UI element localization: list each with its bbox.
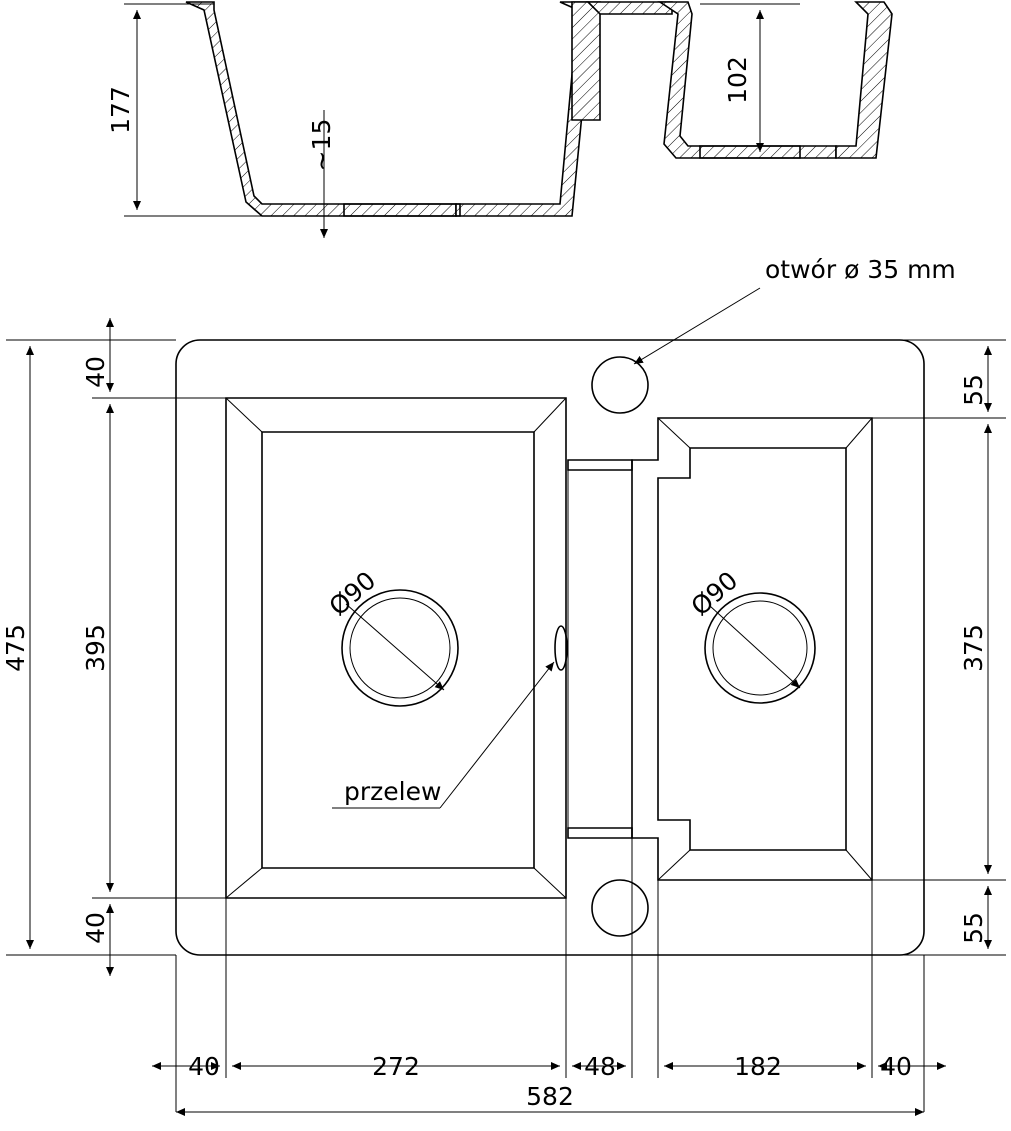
dim-right-bottom-55-text: 55 [959, 912, 988, 944]
dim-seg-right-bowl-text: 182 [734, 1052, 782, 1081]
dim-seg-divider-text: 48 [584, 1052, 616, 1081]
drain-right [685, 566, 815, 703]
dim-582-text: 582 [526, 1082, 574, 1111]
plan-view [1, 255, 1006, 1112]
tap-hole-top [592, 357, 648, 413]
dim-right-top-55 [959, 346, 988, 412]
dim-15-text: ~15 [307, 118, 336, 172]
dim-475-text: 475 [1, 624, 30, 672]
dim-475 [1, 346, 30, 949]
dim-582 [176, 1082, 924, 1112]
dim-102-text: 102 [723, 56, 752, 104]
dim-chain-bottom [152, 1052, 946, 1081]
overflow-callout-label: przelew [344, 777, 442, 806]
drain-left [323, 566, 458, 706]
dim-177-text: 177 [106, 86, 135, 134]
dim-seg-left-bowl-text: 272 [372, 1052, 420, 1081]
drain-right-label: Ø90 [685, 565, 744, 622]
dim-seg-right-edge-text: 40 [880, 1052, 912, 1081]
dim-375-text: 375 [959, 624, 988, 672]
dim-seg-left-edge-text: 40 [188, 1052, 220, 1081]
dim-right-top-55-text: 55 [959, 374, 988, 406]
dim-top-40 [81, 318, 110, 392]
dim-depth-secondary [700, 4, 800, 158]
dim-top-40-text: 40 [81, 356, 110, 388]
dim-395 [81, 404, 110, 892]
dim-right-bottom-55 [959, 886, 988, 949]
hole-callout-label: otwór ø 35 mm [765, 255, 956, 284]
dim-375 [959, 424, 988, 874]
drain-left-label: Ø90 [323, 565, 382, 622]
tap-hole-bottom [592, 880, 648, 936]
dim-bottom-40 [81, 904, 110, 976]
hole-callout [634, 255, 956, 364]
dim-395-text: 395 [81, 624, 110, 672]
dim-thickness [307, 110, 336, 238]
section-view [106, 2, 892, 238]
dim-bottom-40-text: 40 [81, 912, 110, 944]
